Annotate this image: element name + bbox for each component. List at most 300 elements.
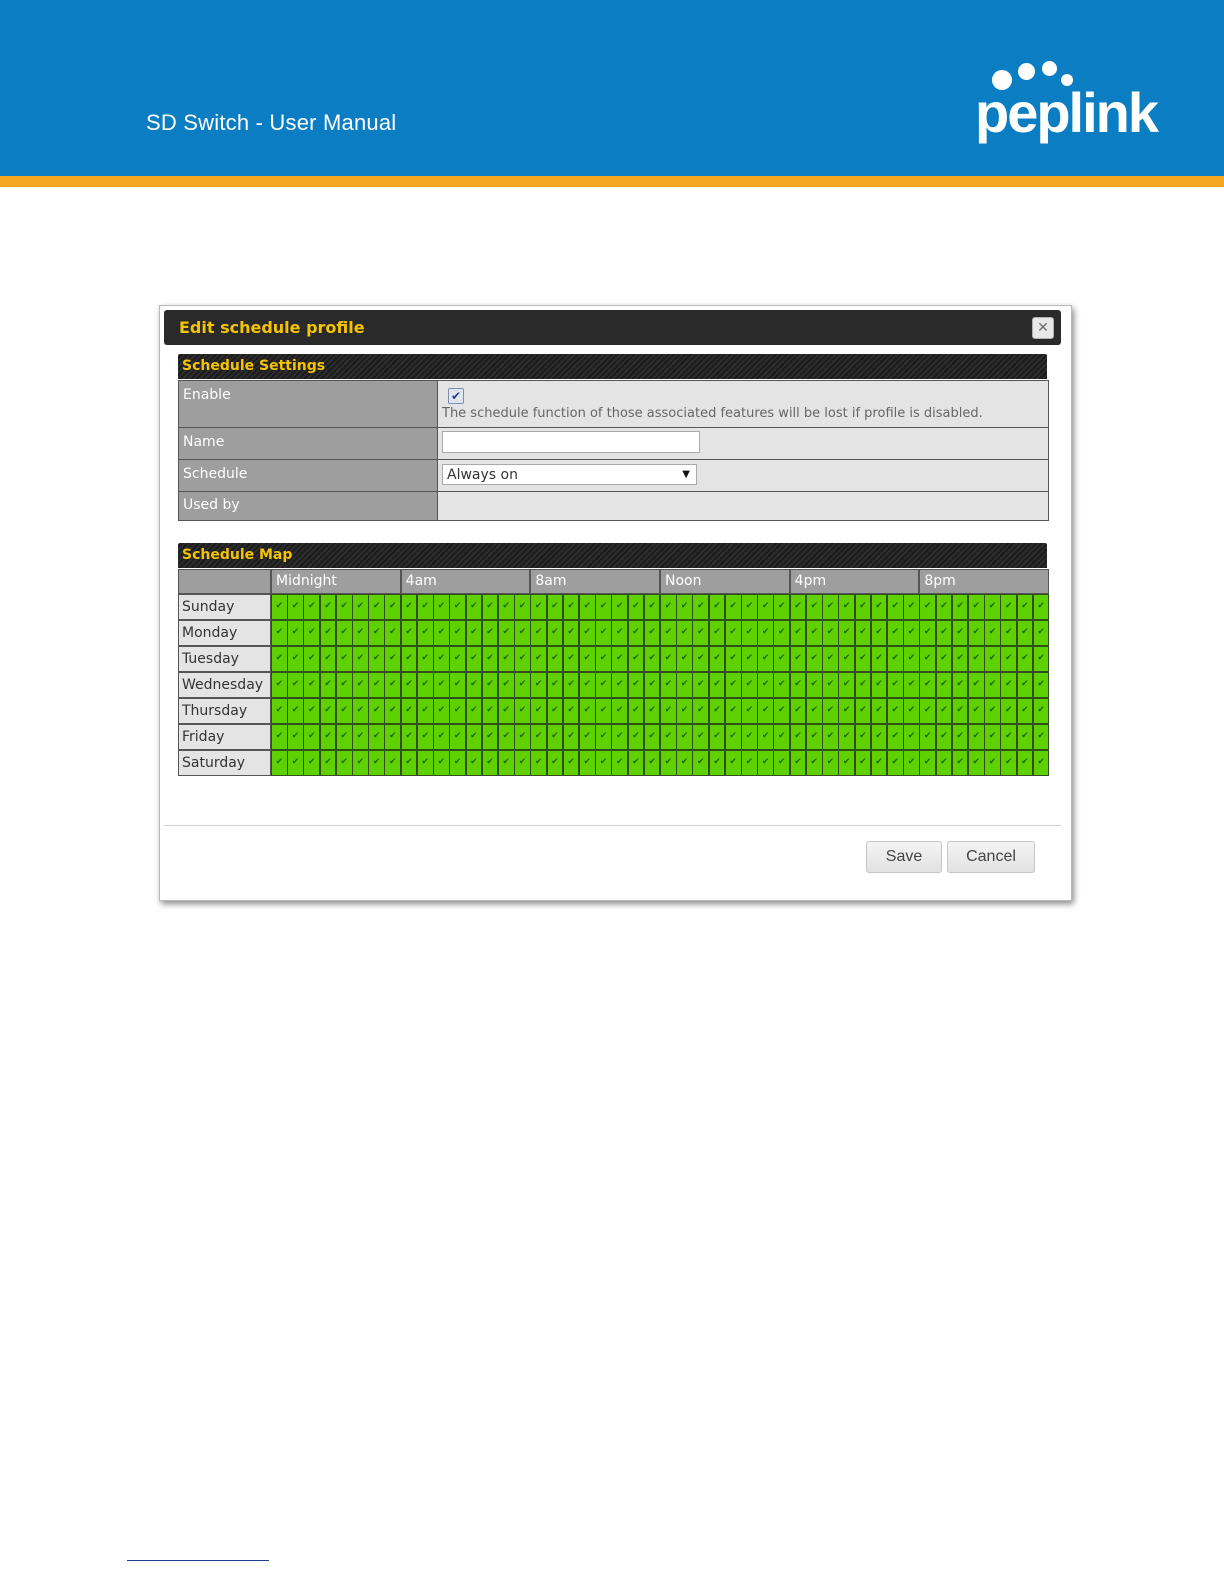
schedule-slot[interactable]: ✔: [579, 646, 596, 672]
schedule-slot[interactable]: ✔: [984, 724, 1001, 750]
schedule-slot[interactable]: ✔: [628, 594, 645, 620]
schedule-slot[interactable]: ✔: [773, 672, 790, 698]
schedule-slot[interactable]: ✔: [757, 724, 774, 750]
schedule-slot[interactable]: ✔: [530, 724, 547, 750]
schedule-slot[interactable]: ✔: [320, 646, 337, 672]
schedule-slot[interactable]: ✔: [287, 750, 304, 776]
schedule-slot[interactable]: ✔: [692, 646, 709, 672]
schedule-slot[interactable]: ✔: [563, 750, 580, 776]
schedule-slot[interactable]: ✔: [320, 672, 337, 698]
schedule-slot[interactable]: ✔: [579, 672, 596, 698]
schedule-slot[interactable]: ✔: [936, 724, 953, 750]
schedule-slot[interactable]: ✔: [790, 698, 807, 724]
schedule-slot[interactable]: ✔: [1033, 594, 1050, 620]
schedule-slot[interactable]: ✔: [660, 646, 677, 672]
schedule-slot[interactable]: ✔: [433, 750, 450, 776]
schedule-slot[interactable]: ✔: [709, 750, 726, 776]
schedule-slot[interactable]: ✔: [903, 750, 920, 776]
schedule-slot[interactable]: ✔: [433, 620, 450, 646]
day-label-wednesday[interactable]: Wednesday: [178, 672, 271, 698]
schedule-slot[interactable]: ✔: [1000, 620, 1017, 646]
schedule-slot[interactable]: ✔: [887, 750, 904, 776]
schedule-slot[interactable]: ✔: [384, 724, 401, 750]
schedule-slot[interactable]: ✔: [368, 620, 385, 646]
schedule-slot[interactable]: ✔: [547, 646, 564, 672]
schedule-slot[interactable]: ✔: [838, 594, 855, 620]
schedule-slot[interactable]: ✔: [352, 594, 369, 620]
schedule-slot[interactable]: ✔: [822, 724, 839, 750]
schedule-slot[interactable]: ✔: [1033, 750, 1050, 776]
schedule-slot[interactable]: ✔: [628, 672, 645, 698]
schedule-slot[interactable]: ✔: [271, 698, 288, 724]
schedule-slot[interactable]: ✔: [903, 594, 920, 620]
schedule-slot[interactable]: ✔: [709, 646, 726, 672]
schedule-slot[interactable]: ✔: [903, 724, 920, 750]
schedule-slot[interactable]: ✔: [806, 724, 823, 750]
day-label-sunday[interactable]: Sunday: [178, 594, 271, 620]
schedule-slot[interactable]: ✔: [401, 724, 418, 750]
schedule-slot[interactable]: ✔: [887, 594, 904, 620]
schedule-slot[interactable]: ✔: [547, 724, 564, 750]
schedule-slot[interactable]: ✔: [676, 646, 693, 672]
schedule-slot[interactable]: ✔: [1000, 698, 1017, 724]
schedule-slot[interactable]: ✔: [903, 672, 920, 698]
schedule-slot[interactable]: ✔: [449, 620, 466, 646]
schedule-slot[interactable]: ✔: [871, 672, 888, 698]
schedule-slot[interactable]: ✔: [838, 750, 855, 776]
schedule-slot[interactable]: ✔: [628, 620, 645, 646]
time-header-4am[interactable]: 4am: [401, 569, 531, 594]
schedule-slot[interactable]: ✔: [384, 672, 401, 698]
schedule-slot[interactable]: ✔: [530, 620, 547, 646]
schedule-slot[interactable]: ✔: [757, 672, 774, 698]
schedule-slot[interactable]: ✔: [952, 672, 969, 698]
schedule-slot[interactable]: ✔: [855, 620, 872, 646]
schedule-slot[interactable]: ✔: [352, 672, 369, 698]
schedule-slot[interactable]: ✔: [1000, 646, 1017, 672]
schedule-slot[interactable]: ✔: [303, 620, 320, 646]
schedule-slot[interactable]: ✔: [692, 750, 709, 776]
schedule-slot[interactable]: ✔: [303, 672, 320, 698]
schedule-slot[interactable]: ✔: [757, 594, 774, 620]
schedule-slot[interactable]: ✔: [1033, 646, 1050, 672]
schedule-slot[interactable]: ✔: [417, 594, 434, 620]
schedule-slot[interactable]: ✔: [287, 620, 304, 646]
schedule-slot[interactable]: ✔: [384, 750, 401, 776]
schedule-slot[interactable]: ✔: [368, 594, 385, 620]
schedule-slot[interactable]: ✔: [482, 724, 499, 750]
schedule-slot[interactable]: ✔: [563, 698, 580, 724]
schedule-slot[interactable]: ✔: [482, 750, 499, 776]
schedule-slot[interactable]: ✔: [336, 724, 353, 750]
schedule-slot[interactable]: ✔: [1000, 594, 1017, 620]
schedule-slot[interactable]: ✔: [757, 646, 774, 672]
schedule-slot[interactable]: ✔: [579, 724, 596, 750]
name-input[interactable]: [442, 431, 700, 453]
schedule-slot[interactable]: ✔: [773, 594, 790, 620]
schedule-slot[interactable]: ✔: [271, 750, 288, 776]
schedule-slot[interactable]: ✔: [952, 698, 969, 724]
schedule-slot[interactable]: ✔: [741, 698, 758, 724]
schedule-slot[interactable]: ✔: [725, 646, 742, 672]
schedule-slot[interactable]: ✔: [725, 724, 742, 750]
schedule-slot[interactable]: ✔: [514, 620, 531, 646]
schedule-slot[interactable]: ✔: [1033, 698, 1050, 724]
schedule-slot[interactable]: ✔: [320, 750, 337, 776]
schedule-slot[interactable]: ✔: [709, 620, 726, 646]
schedule-slot[interactable]: ✔: [595, 698, 612, 724]
schedule-slot[interactable]: ✔: [287, 672, 304, 698]
time-header-8pm[interactable]: 8pm: [919, 569, 1049, 594]
schedule-slot[interactable]: ✔: [384, 594, 401, 620]
schedule-slot[interactable]: ✔: [660, 698, 677, 724]
schedule-slot[interactable]: ✔: [498, 724, 515, 750]
schedule-slot[interactable]: ✔: [757, 698, 774, 724]
schedule-slot[interactable]: ✔: [547, 672, 564, 698]
schedule-slot[interactable]: ✔: [352, 698, 369, 724]
schedule-select[interactable]: [442, 464, 697, 485]
cancel-button[interactable]: Cancel: [947, 841, 1035, 873]
schedule-slot[interactable]: ✔: [514, 672, 531, 698]
schedule-slot[interactable]: ✔: [871, 594, 888, 620]
schedule-slot[interactable]: ✔: [352, 646, 369, 672]
schedule-slot[interactable]: ✔: [790, 594, 807, 620]
schedule-slot[interactable]: ✔: [725, 620, 742, 646]
schedule-slot[interactable]: ✔: [822, 672, 839, 698]
schedule-slot[interactable]: ✔: [919, 750, 936, 776]
day-label-tuesday[interactable]: Tuesday: [178, 646, 271, 672]
schedule-slot[interactable]: ✔: [644, 724, 661, 750]
schedule-slot[interactable]: ✔: [984, 594, 1001, 620]
time-header-noon[interactable]: Noon: [660, 569, 790, 594]
schedule-slot[interactable]: ✔: [806, 750, 823, 776]
schedule-slot[interactable]: ✔: [741, 620, 758, 646]
schedule-slot[interactable]: ✔: [692, 594, 709, 620]
schedule-slot[interactable]: ✔: [741, 672, 758, 698]
schedule-slot[interactable]: ✔: [1017, 698, 1034, 724]
schedule-slot[interactable]: ✔: [838, 672, 855, 698]
schedule-slot[interactable]: ✔: [287, 698, 304, 724]
schedule-slot[interactable]: ✔: [741, 724, 758, 750]
schedule-slot[interactable]: ✔: [514, 646, 531, 672]
schedule-slot[interactable]: ✔: [887, 646, 904, 672]
schedule-slot[interactable]: ✔: [514, 724, 531, 750]
schedule-slot[interactable]: ✔: [384, 620, 401, 646]
schedule-slot[interactable]: ✔: [984, 750, 1001, 776]
schedule-slot[interactable]: ✔: [968, 594, 985, 620]
close-icon[interactable]: ✕: [1032, 317, 1054, 339]
schedule-slot[interactable]: ✔: [271, 646, 288, 672]
schedule-slot[interactable]: ✔: [336, 620, 353, 646]
schedule-slot[interactable]: ✔: [563, 594, 580, 620]
schedule-slot[interactable]: ✔: [692, 724, 709, 750]
schedule-slot[interactable]: ✔: [563, 724, 580, 750]
schedule-slot[interactable]: ✔: [287, 594, 304, 620]
schedule-slot[interactable]: ✔: [611, 646, 628, 672]
schedule-slot[interactable]: ✔: [466, 620, 483, 646]
schedule-slot[interactable]: ✔: [855, 594, 872, 620]
schedule-slot[interactable]: ✔: [936, 594, 953, 620]
schedule-slot[interactable]: ✔: [936, 750, 953, 776]
schedule-slot[interactable]: ✔: [1000, 750, 1017, 776]
schedule-slot[interactable]: ✔: [466, 698, 483, 724]
schedule-slot[interactable]: ✔: [563, 672, 580, 698]
schedule-slot[interactable]: ✔: [514, 750, 531, 776]
schedule-slot[interactable]: ✔: [919, 646, 936, 672]
schedule-slot[interactable]: ✔: [352, 620, 369, 646]
schedule-slot[interactable]: ✔: [547, 594, 564, 620]
time-header-8am[interactable]: 8am: [530, 569, 660, 594]
schedule-slot[interactable]: ✔: [871, 750, 888, 776]
schedule-slot[interactable]: ✔: [725, 698, 742, 724]
schedule-slot[interactable]: ✔: [773, 646, 790, 672]
schedule-slot[interactable]: ✔: [919, 594, 936, 620]
schedule-slot[interactable]: ✔: [790, 750, 807, 776]
schedule-slot[interactable]: ✔: [806, 646, 823, 672]
schedule-slot[interactable]: ✔: [563, 620, 580, 646]
schedule-slot[interactable]: ✔: [887, 672, 904, 698]
schedule-slot[interactable]: ✔: [449, 646, 466, 672]
schedule-slot[interactable]: ✔: [855, 750, 872, 776]
schedule-slot[interactable]: ✔: [303, 646, 320, 672]
schedule-slot[interactable]: ✔: [644, 646, 661, 672]
schedule-slot[interactable]: ✔: [611, 620, 628, 646]
schedule-slot[interactable]: ✔: [271, 672, 288, 698]
schedule-slot[interactable]: ✔: [595, 724, 612, 750]
schedule-slot[interactable]: ✔: [401, 646, 418, 672]
schedule-slot[interactable]: ✔: [692, 620, 709, 646]
schedule-slot[interactable]: ✔: [984, 646, 1001, 672]
schedule-slot[interactable]: ✔: [466, 594, 483, 620]
schedule-slot[interactable]: ✔: [611, 594, 628, 620]
day-label-saturday[interactable]: Saturday: [178, 750, 271, 776]
schedule-slot[interactable]: ✔: [303, 724, 320, 750]
schedule-slot[interactable]: ✔: [352, 724, 369, 750]
schedule-slot[interactable]: ✔: [984, 672, 1001, 698]
schedule-slot[interactable]: ✔: [709, 698, 726, 724]
schedule-slot[interactable]: ✔: [1017, 672, 1034, 698]
schedule-slot[interactable]: ✔: [530, 594, 547, 620]
schedule-slot[interactable]: ✔: [644, 672, 661, 698]
schedule-slot[interactable]: ✔: [628, 724, 645, 750]
schedule-slot[interactable]: ✔: [936, 620, 953, 646]
schedule-slot[interactable]: ✔: [919, 698, 936, 724]
schedule-slot[interactable]: ✔: [725, 750, 742, 776]
schedule-slot[interactable]: ✔: [871, 646, 888, 672]
schedule-slot[interactable]: ✔: [579, 620, 596, 646]
time-header-4pm[interactable]: 4pm: [790, 569, 920, 594]
schedule-slot[interactable]: ✔: [530, 698, 547, 724]
schedule-slot[interactable]: ✔: [741, 594, 758, 620]
schedule-slot[interactable]: ✔: [903, 646, 920, 672]
schedule-slot[interactable]: ✔: [482, 594, 499, 620]
schedule-slot[interactable]: ✔: [271, 724, 288, 750]
schedule-slot[interactable]: ✔: [903, 698, 920, 724]
schedule-slot[interactable]: ✔: [498, 698, 515, 724]
schedule-slot[interactable]: ✔: [773, 698, 790, 724]
schedule-slot[interactable]: ✔: [563, 646, 580, 672]
schedule-slot[interactable]: ✔: [433, 594, 450, 620]
schedule-slot[interactable]: ✔: [401, 750, 418, 776]
schedule-slot[interactable]: ✔: [401, 698, 418, 724]
schedule-slot[interactable]: ✔: [611, 698, 628, 724]
schedule-slot[interactable]: ✔: [1017, 750, 1034, 776]
schedule-slot[interactable]: ✔: [984, 698, 1001, 724]
schedule-slot[interactable]: ✔: [287, 646, 304, 672]
schedule-slot[interactable]: ✔: [466, 750, 483, 776]
schedule-slot[interactable]: ✔: [449, 594, 466, 620]
schedule-slot[interactable]: ✔: [595, 620, 612, 646]
schedule-slot[interactable]: ✔: [660, 594, 677, 620]
schedule-slot[interactable]: ✔: [644, 698, 661, 724]
schedule-slot[interactable]: ✔: [952, 594, 969, 620]
schedule-slot[interactable]: ✔: [1017, 646, 1034, 672]
enable-checkbox[interactable]: ✔: [448, 388, 464, 404]
schedule-slot[interactable]: ✔: [773, 750, 790, 776]
schedule-slot[interactable]: ✔: [514, 698, 531, 724]
schedule-slot[interactable]: ✔: [628, 750, 645, 776]
schedule-slot[interactable]: ✔: [628, 698, 645, 724]
schedule-slot[interactable]: ✔: [547, 698, 564, 724]
schedule-slot[interactable]: ✔: [320, 698, 337, 724]
schedule-slot[interactable]: ✔: [303, 750, 320, 776]
schedule-slot[interactable]: ✔: [919, 724, 936, 750]
schedule-slot[interactable]: ✔: [871, 620, 888, 646]
schedule-slot[interactable]: ✔: [466, 724, 483, 750]
schedule-slot[interactable]: ✔: [433, 698, 450, 724]
schedule-slot[interactable]: ✔: [433, 672, 450, 698]
schedule-slot[interactable]: ✔: [887, 698, 904, 724]
schedule-slot[interactable]: ✔: [806, 672, 823, 698]
schedule-slot[interactable]: ✔: [676, 594, 693, 620]
schedule-slot[interactable]: ✔: [968, 620, 985, 646]
schedule-slot[interactable]: ✔: [417, 672, 434, 698]
schedule-slot[interactable]: ✔: [336, 698, 353, 724]
schedule-slot[interactable]: ✔: [822, 698, 839, 724]
schedule-slot[interactable]: ✔: [401, 594, 418, 620]
schedule-slot[interactable]: ✔: [611, 750, 628, 776]
schedule-slot[interactable]: ✔: [530, 750, 547, 776]
schedule-slot[interactable]: ✔: [417, 620, 434, 646]
schedule-slot[interactable]: ✔: [595, 594, 612, 620]
schedule-slot[interactable]: ✔: [725, 672, 742, 698]
schedule-slot[interactable]: ✔: [466, 672, 483, 698]
schedule-slot[interactable]: ✔: [692, 698, 709, 724]
schedule-slot[interactable]: ✔: [384, 646, 401, 672]
schedule-slot[interactable]: ✔: [855, 646, 872, 672]
schedule-slot[interactable]: ✔: [320, 724, 337, 750]
schedule-slot[interactable]: ✔: [968, 646, 985, 672]
schedule-slot[interactable]: ✔: [449, 724, 466, 750]
schedule-slot[interactable]: ✔: [287, 724, 304, 750]
schedule-slot[interactable]: ✔: [952, 724, 969, 750]
schedule-slot[interactable]: ✔: [320, 594, 337, 620]
schedule-slot[interactable]: ✔: [514, 594, 531, 620]
schedule-slot[interactable]: ✔: [806, 594, 823, 620]
schedule-slot[interactable]: ✔: [1033, 724, 1050, 750]
schedule-slot[interactable]: ✔: [271, 620, 288, 646]
schedule-slot[interactable]: ✔: [352, 750, 369, 776]
schedule-slot[interactable]: ✔: [1017, 594, 1034, 620]
schedule-slot[interactable]: ✔: [741, 646, 758, 672]
schedule-slot[interactable]: ✔: [547, 750, 564, 776]
schedule-slot[interactable]: ✔: [709, 672, 726, 698]
schedule-slot[interactable]: ✔: [676, 620, 693, 646]
schedule-slot[interactable]: ✔: [773, 620, 790, 646]
schedule-slot[interactable]: ✔: [498, 594, 515, 620]
schedule-slot[interactable]: ✔: [595, 750, 612, 776]
schedule-slot[interactable]: ✔: [936, 672, 953, 698]
schedule-slot[interactable]: ✔: [336, 646, 353, 672]
schedule-slot[interactable]: ✔: [855, 724, 872, 750]
schedule-slot[interactable]: ✔: [676, 750, 693, 776]
schedule-slot[interactable]: ✔: [303, 594, 320, 620]
schedule-slot[interactable]: ✔: [936, 646, 953, 672]
schedule-slot[interactable]: ✔: [855, 698, 872, 724]
schedule-slot[interactable]: ✔: [741, 750, 758, 776]
schedule-slot[interactable]: ✔: [968, 698, 985, 724]
schedule-slot[interactable]: ✔: [1033, 672, 1050, 698]
schedule-slot[interactable]: ✔: [952, 750, 969, 776]
time-header-midnight[interactable]: Midnight: [271, 569, 401, 594]
schedule-slot[interactable]: ✔: [822, 750, 839, 776]
schedule-slot[interactable]: ✔: [968, 672, 985, 698]
schedule-slot[interactable]: ✔: [449, 698, 466, 724]
schedule-slot[interactable]: ✔: [887, 724, 904, 750]
schedule-slot[interactable]: ✔: [822, 620, 839, 646]
schedule-slot[interactable]: ✔: [579, 594, 596, 620]
schedule-slot[interactable]: ✔: [368, 750, 385, 776]
day-label-friday[interactable]: Friday: [178, 724, 271, 750]
save-button[interactable]: Save: [866, 841, 942, 873]
schedule-slot[interactable]: ✔: [1017, 724, 1034, 750]
schedule-slot[interactable]: ✔: [417, 724, 434, 750]
schedule-slot[interactable]: ✔: [790, 620, 807, 646]
schedule-slot[interactable]: ✔: [660, 672, 677, 698]
schedule-slot[interactable]: ✔: [336, 594, 353, 620]
schedule-slot[interactable]: ✔: [676, 724, 693, 750]
schedule-slot[interactable]: ✔: [903, 620, 920, 646]
schedule-slot[interactable]: ✔: [336, 750, 353, 776]
schedule-slot[interactable]: ✔: [482, 698, 499, 724]
schedule-slot[interactable]: ✔: [417, 750, 434, 776]
schedule-slot[interactable]: ✔: [384, 698, 401, 724]
day-label-monday[interactable]: Monday: [178, 620, 271, 646]
schedule-slot[interactable]: ✔: [498, 672, 515, 698]
schedule-slot[interactable]: ✔: [466, 646, 483, 672]
schedule-slot[interactable]: ✔: [417, 698, 434, 724]
schedule-slot[interactable]: ✔: [336, 672, 353, 698]
schedule-slot[interactable]: ✔: [968, 724, 985, 750]
schedule-slot[interactable]: ✔: [595, 672, 612, 698]
schedule-slot[interactable]: ✔: [822, 646, 839, 672]
schedule-slot[interactable]: ✔: [790, 724, 807, 750]
schedule-slot[interactable]: ✔: [660, 724, 677, 750]
schedule-slot[interactable]: ✔: [806, 698, 823, 724]
schedule-slot[interactable]: ✔: [498, 750, 515, 776]
day-label-thursday[interactable]: Thursday: [178, 698, 271, 724]
schedule-slot[interactable]: ✔: [547, 620, 564, 646]
schedule-slot[interactable]: ✔: [676, 698, 693, 724]
schedule-slot[interactable]: ✔: [498, 620, 515, 646]
schedule-slot[interactable]: ✔: [919, 620, 936, 646]
schedule-slot[interactable]: ✔: [676, 672, 693, 698]
schedule-slot[interactable]: ✔: [773, 724, 790, 750]
schedule-slot[interactable]: ✔: [611, 724, 628, 750]
schedule-slot[interactable]: ✔: [271, 594, 288, 620]
schedule-slot[interactable]: ✔: [790, 672, 807, 698]
schedule-slot[interactable]: ✔: [401, 672, 418, 698]
